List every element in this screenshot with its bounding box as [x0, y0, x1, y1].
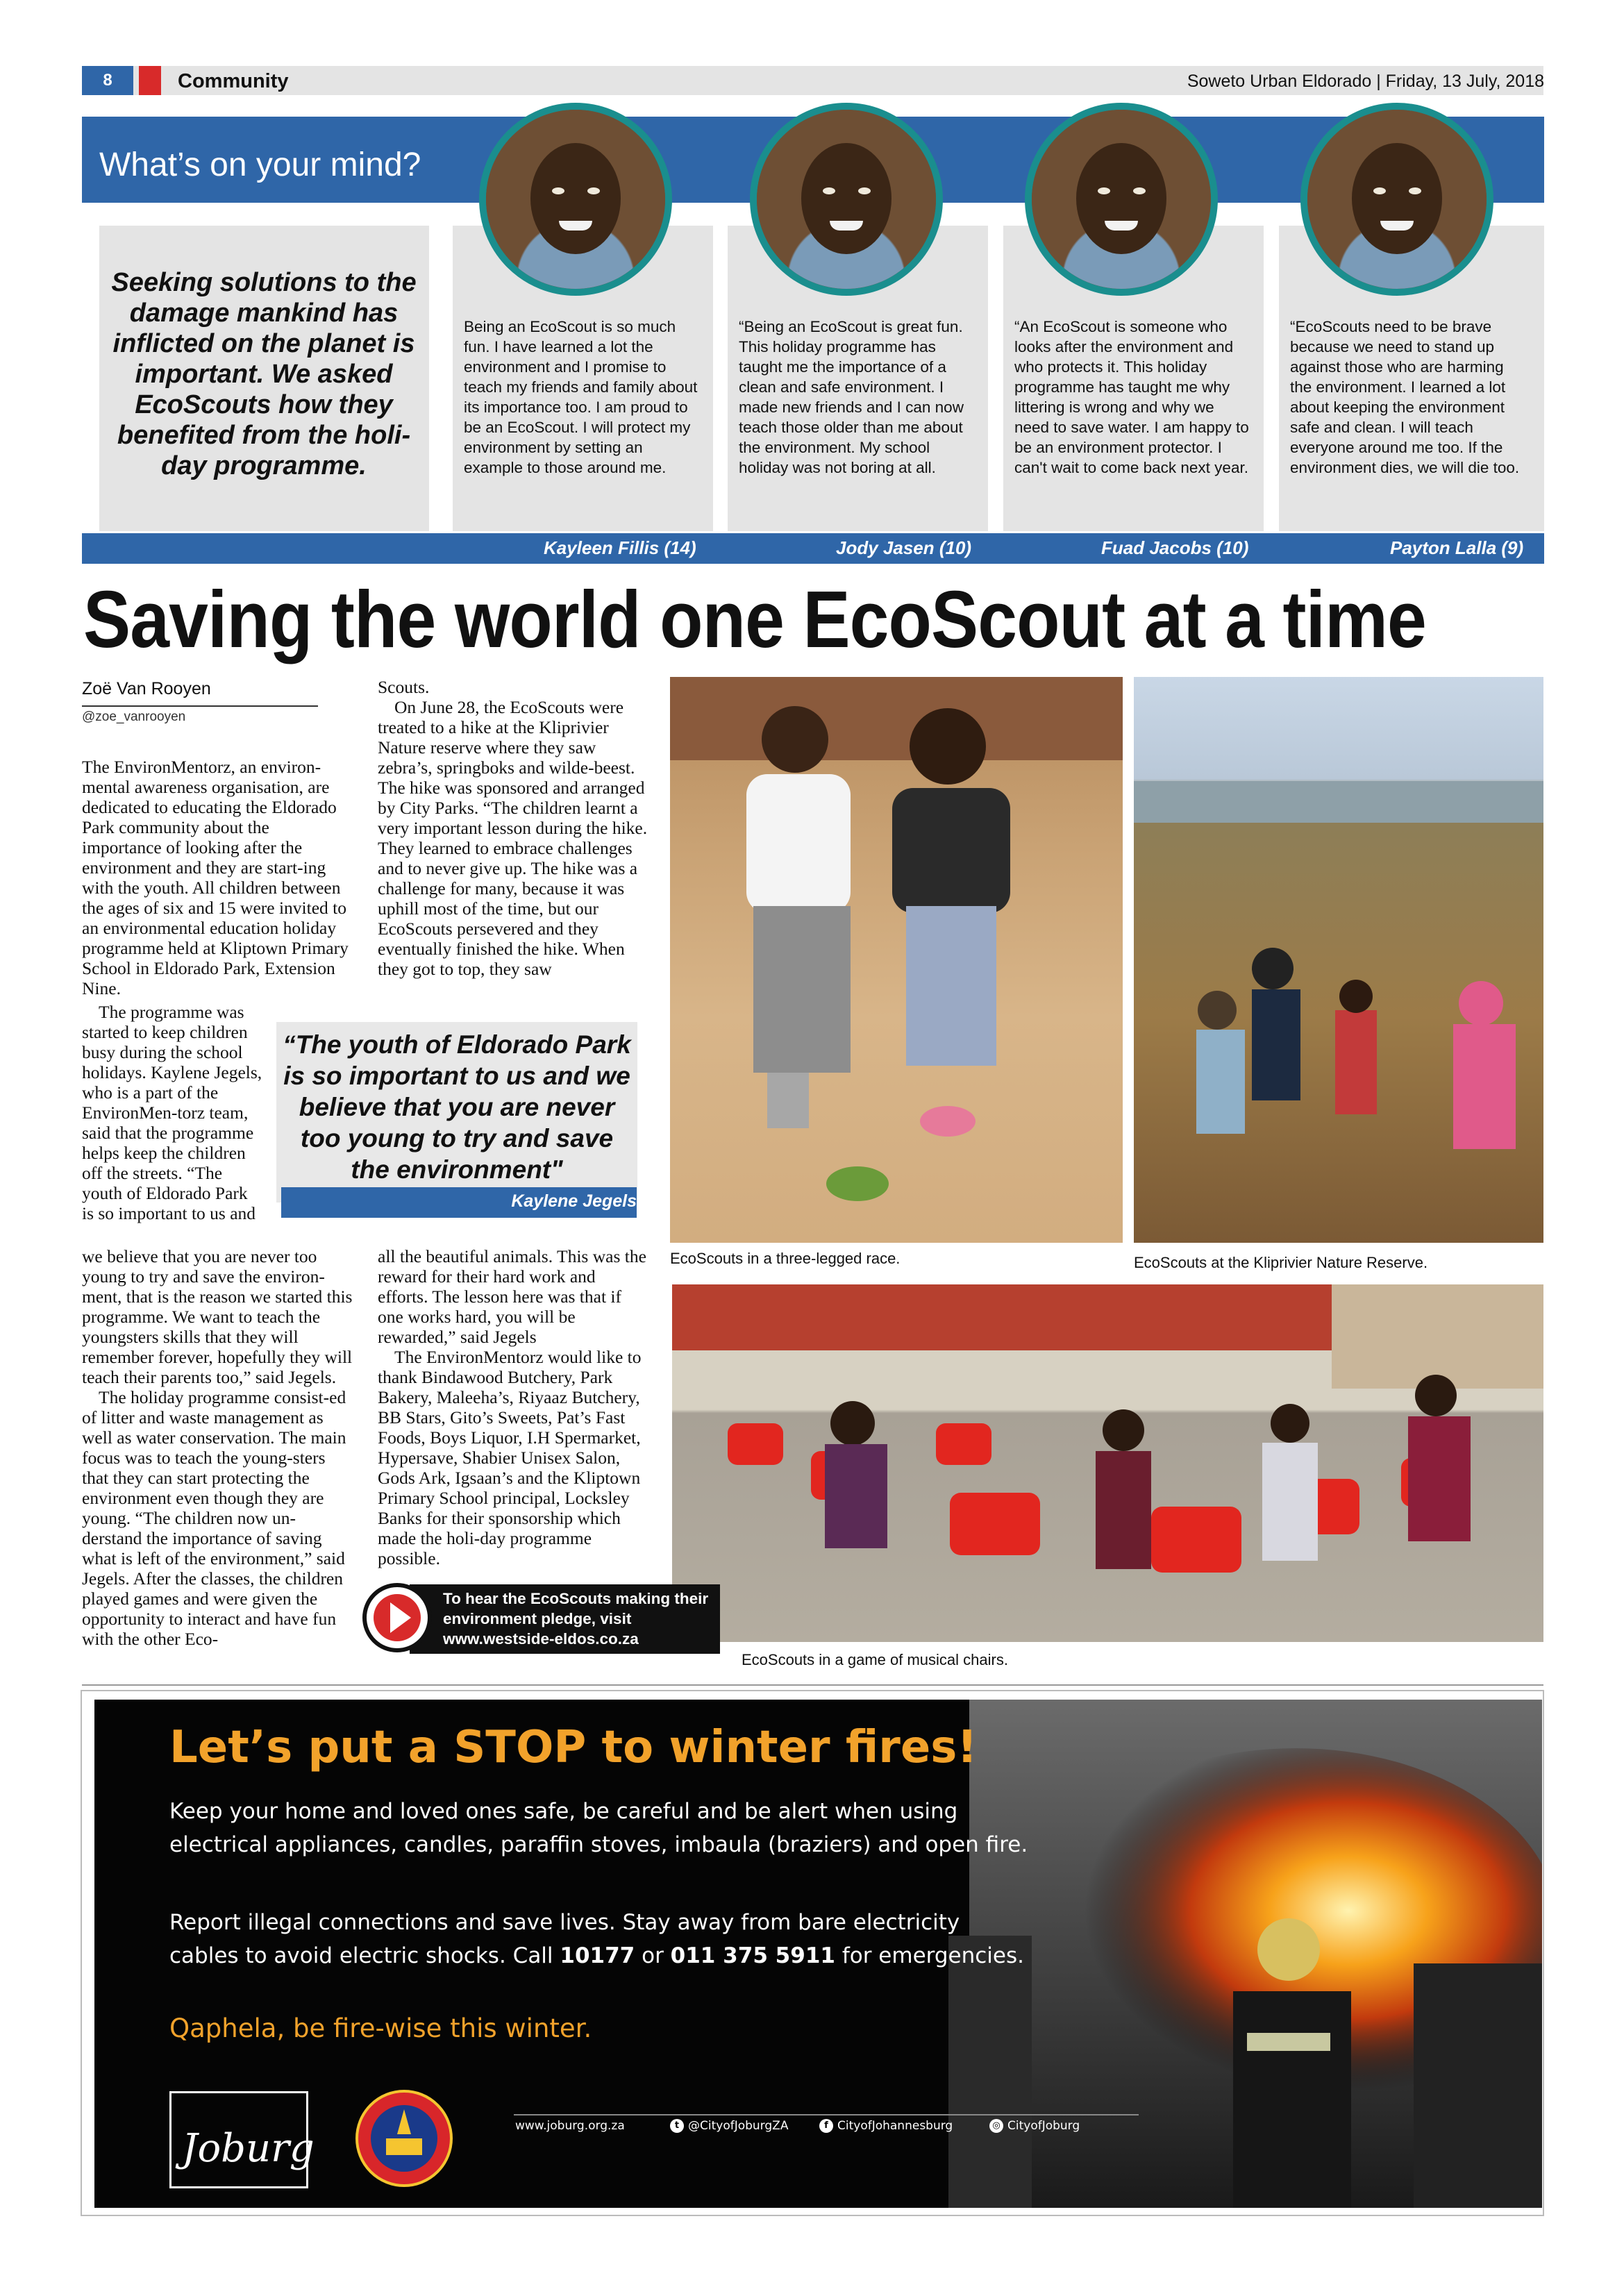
section-marker	[139, 66, 161, 95]
photo-illustration	[1134, 677, 1543, 1243]
article-column-1-wrap	[82, 1002, 264, 1223]
article-column-1	[82, 757, 353, 998]
photo-caption: EcoScouts in a three-legged race.	[670, 1250, 901, 1267]
byline-divider	[82, 705, 318, 707]
photo-three-legged-race	[670, 677, 1123, 1243]
portrait-payton	[1300, 103, 1493, 296]
advert-frame	[81, 1690, 1544, 2216]
joburg-logo-text: Joburg	[182, 2126, 315, 2171]
article-column-2	[378, 677, 648, 979]
paragraph: Scouts.	[378, 677, 430, 697]
twitter-icon: t	[670, 2119, 684, 2133]
advert-title: Let’s put a STOP to winter fires!	[169, 1722, 978, 1773]
emergency-number: 011 375 5911	[670, 1943, 835, 1968]
audio-link-text[interactable]: To hear the EcoScouts making their environment pledge, visit www.westside-eldos.co.za	[443, 1590, 709, 1648]
names-bar	[82, 533, 1544, 564]
publication-date: Soweto Urban Eldorado | Friday, 13 July, 2018	[1187, 72, 1544, 91]
quote-text: “An EcoScout is someone who looks after the environment and who protects it. This holiday programme has taught me why littering is wrong and why we need to save water. I am happy to be an environment protector. I can't wait to come back next year.	[1014, 318, 1249, 476]
pull-quote-attribution: Kaylene Jegels	[511, 1191, 637, 1211]
article-headline: Saving the world one EcoScout at a time	[83, 574, 1426, 664]
quote-name: Fuad Jacobs (10)	[1101, 537, 1249, 558]
quote-text: “Being an EcoScout is great fun. This holiday programme has taught me the importance of a clean and safe environment. I made new friends and I can now teach those older than me about the environment. My school holiday was not boring at all.	[739, 318, 964, 476]
feature-title: What’s on your mind?	[99, 146, 421, 183]
article-column-1-lower	[82, 1246, 353, 1649]
quote-text: Being an EcoScout is so much fun. I have learned a lot the environment and I promise to teach my friends and family about its importance too. I am proud to be an EcoScout. I will protect my environment by setting an example to those around me.	[464, 318, 698, 476]
photo-musical-chairs	[672, 1284, 1543, 1642]
advert-paragraph: Keep your home and loved ones safe, be careful and be alert when using electrical appliances, candles, paraffin stoves, imbaula (braziers) and open fire.	[169, 1799, 1028, 1857]
paragraph: all the beautiful animals. This was the reward for their hard work and efforts. The lesson here was that if one works hard, you will be rewarded,” said Jegels	[378, 1246, 646, 1347]
portrait-fuad	[1025, 103, 1218, 296]
facebook-icon: f	[819, 2119, 833, 2133]
page-number: 8	[82, 66, 133, 95]
website-link[interactable]: www.joburg.org.za	[515, 2119, 625, 2133]
advert-tagline: Qaphela, be fire-wise this winter.	[169, 2013, 592, 2043]
author-name: Zoë Van Rooyen	[82, 679, 211, 698]
photo-illustration	[670, 677, 1123, 1243]
quote-name: Jody Jasen (10)	[836, 537, 972, 558]
photo-caption: EcoScouts in a game of musical chairs.	[742, 1651, 1008, 1668]
portrait-jody	[750, 103, 943, 296]
paragraph: we believe that you are never too young to try and save the environ-ment, that is the reason we started this programme. We want to teach the youngsters skills that they will remember forever, hopefully they will teach their parents too,” said Jegels.	[82, 1246, 353, 1387]
twitter-link[interactable]: t @CityofJoburgZA	[670, 2119, 788, 2133]
quote-text: “EcoScouts need to be brave because we need to stand up against those who are harming the environment. I learned a lot about keeping the environment safe and clean. I will teach everyone around me too. If the environment dies, we will die too.	[1290, 318, 1520, 476]
paragraph: The EnvironMentorz, an environ-mental awareness organisation, are dedicated to educating the Eldorado Park community about the importance of looking after the environment and they are start-ing with the youth. All children between the ages of six and 15 were invited to an environmental education holiday programme held at Kliptown Primary School in Eldorado Park, Extension Nine.	[82, 757, 349, 998]
article-column-2-lower	[378, 1246, 648, 1568]
author-handle: @zoe_vanrooyen	[82, 710, 186, 724]
play-icon[interactable]	[362, 1583, 432, 1652]
paragraph: The holiday programme consist-ed of litter and waste management as well as water conservation. The main focus was to teach the young-sters that they can start protecting the environment even though they are young. “The children now un-derstand the importance of saving what is left of the environment,” said Jegels. After the classes, the children played games and were given the opportunity to interact and have fun with the other Eco-	[82, 1387, 346, 1649]
quote-name: Payton Lalla (9)	[1390, 537, 1524, 558]
paragraph: The EnvironMentorz would like to thank Bindawood Butchery, Park Bakery, Maleeha’s, Riyaaz Butchery, BB Stars, Gito’s Sweets, Pat’s Fast Foods, Boys Liquor, I.H Spermarket, Hypersave, Shabier Unisex Salon, Gods Ark, Igsaan’s and the Kliptown Primary School principal, Locksley Banks for their sponsorship which made the holi-day programme possible.	[378, 1347, 642, 1568]
quote-name: Kayleen Fillis (14)	[544, 537, 696, 558]
photo-caption: EcoScouts at the Kliprivier Nature Reserve.	[1134, 1254, 1428, 1271]
facebook-link[interactable]: f CityofJohannesburg	[819, 2119, 953, 2133]
emergency-number: 10177	[560, 1943, 635, 1968]
photo-illustration	[672, 1284, 1543, 1642]
advert-paragraph-2: Report illegal connections and save lives. Stay away from bare electricity cables to avoid electric shocks. Call 10177 or 011 375 5911 for emergencies.	[169, 1910, 1024, 1968]
instagram-link[interactable]: ◎ CityofJoburg	[989, 2119, 1080, 2133]
portrait-kayleen	[479, 103, 672, 296]
photo-nature-reserve-hike	[1134, 677, 1543, 1243]
instagram-icon: ◎	[989, 2119, 1003, 2133]
intro-text: Seeking solutions to the damage mankind has inflicted on the planet is important. We asked EcoScouts how they benefited from the holi-day programme.	[111, 268, 417, 480]
section-divider	[82, 1684, 1543, 1686]
paragraph: On June 28, the EcoScouts were treated to a hike at the Kliprivier Nature reserve where they saw zebra’s, springboks and wilde-beest. The hike was sponsored and arranged by City Parks. “The children learnt a very important lesson during the hike. They learned to embrace challenges and to never give up. The hike was a challenge for many, because it was uphill most of the time, but our EcoScouts persevered and they eventually finished the hike. When they got to top, they saw	[378, 697, 648, 979]
pull-quote: “The youth of Eldorado Park is so important to us and we believe that you are never too young to try and save the environment"	[283, 1030, 631, 1184]
section-title: Community	[178, 70, 289, 92]
paragraph: The programme was started to keep children busy during the school holidays. Kaylene Jegels, who is a part of the EnvironMen-torz team, said that the programme helps keep the children off the streets. “The youth of Eldorado Park is so important to us and	[82, 1002, 262, 1223]
